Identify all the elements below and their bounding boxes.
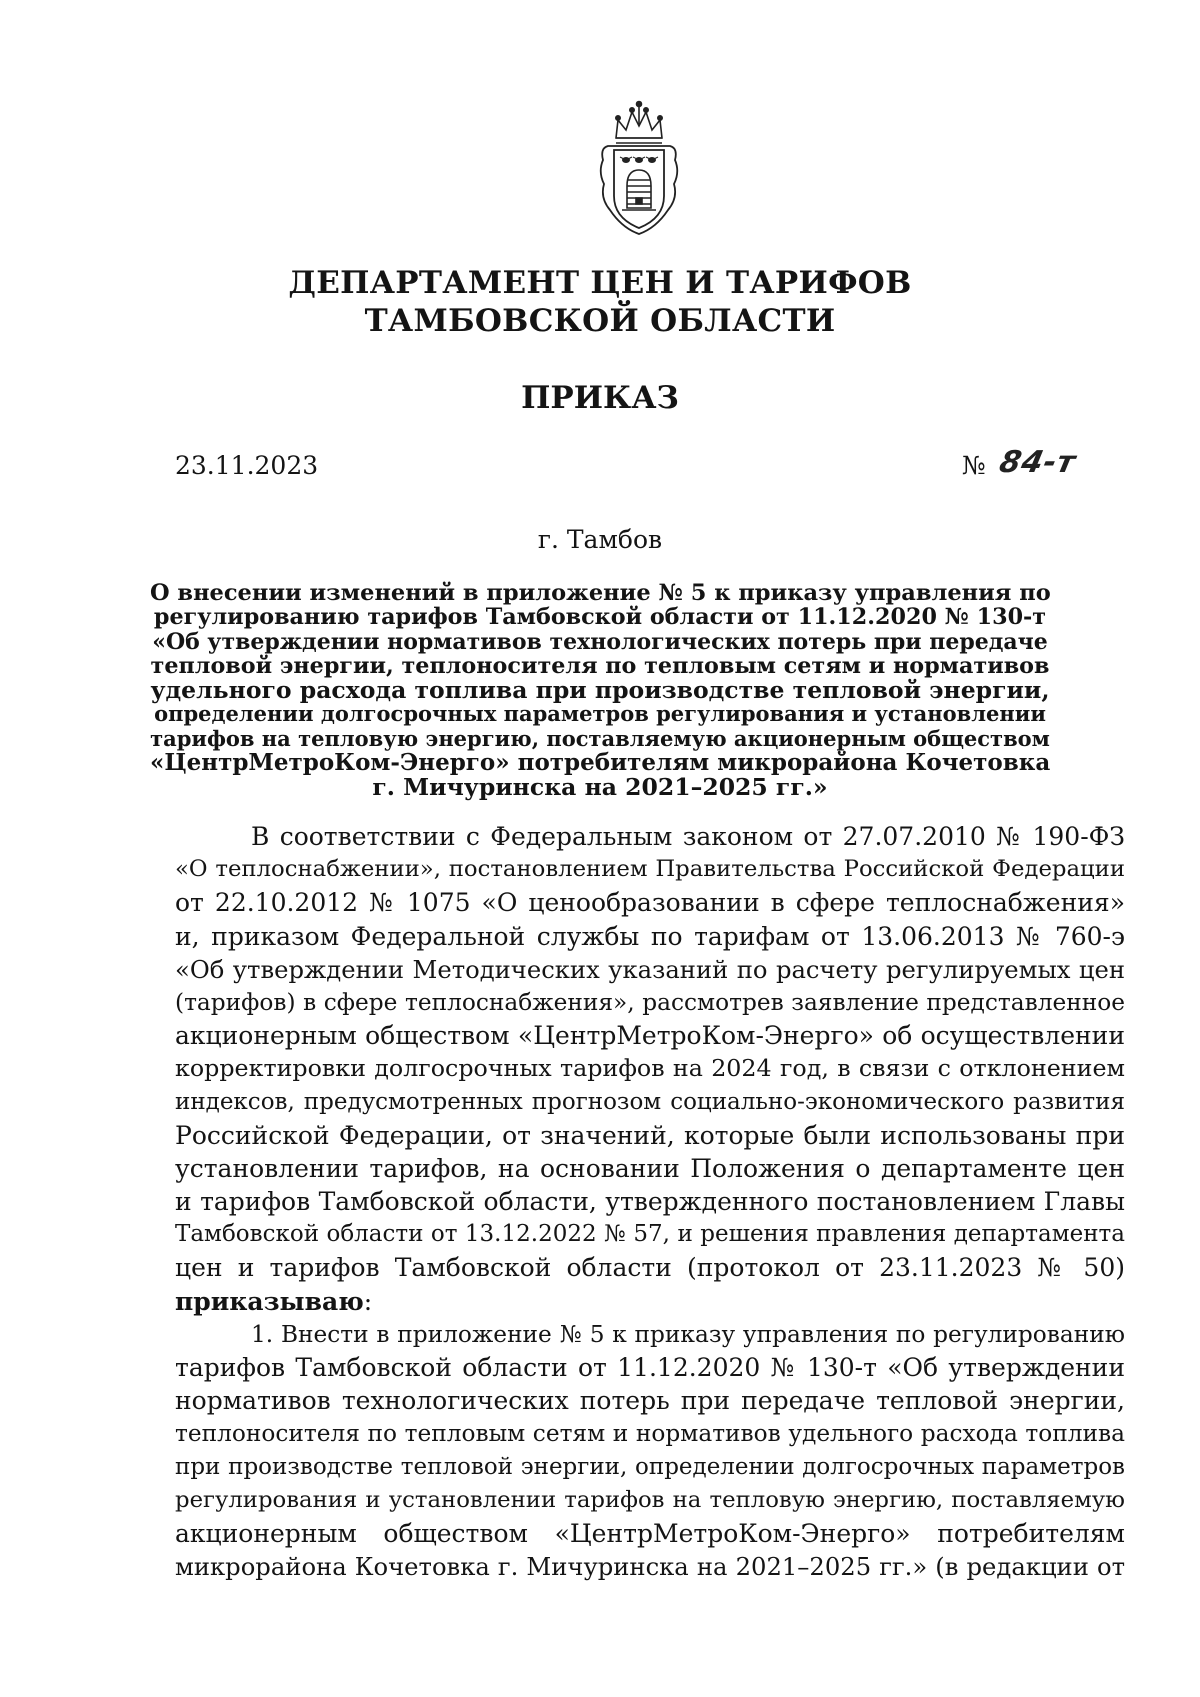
department-name-line2: ТАМБОВСКОЙ ОБЛАСТИ (364, 303, 836, 339)
order-title-line: г. Мичуринска на 2021–2025 гг.» (372, 773, 828, 802)
body-line: «Об утверждении Методических указаний по расчету регулируемых цен (175, 954, 1125, 984)
order-title-line: тепловой энергии, теплоносителя по тепловым сетям и нормативов (150, 652, 1050, 679)
order-number (962, 445, 1079, 480)
order-verb: приказываю (175, 1286, 364, 1316)
department-name-line1: ДЕПАРТАМЕНТ ЦЕН И ТАРИФОВ (288, 265, 912, 301)
city-name: г. Тамбов (537, 525, 663, 554)
item1-line: при производстве тепловой энергии, определении долгосрочных параметров (175, 1453, 1125, 1480)
body-line: В соответствии с Федеральным законом от 27.07.2010 № 190-ФЗ (251, 822, 1125, 851)
body-line: от 22.10.2012 № 1075 «О ценообразовании в сфере теплоснабжения» (175, 888, 1125, 918)
item1-line: нормативов технологических потерь при передаче тепловой энергии, (175, 1386, 1125, 1416)
item1-line: 1. Внести в приложение № 5 к приказу управления по регулированию (251, 1320, 1125, 1348)
order-verb-line (175, 1285, 1125, 1318)
item1-line: теплоносителя по тепловым сетям и нормативов удельного расхода топлива (175, 1420, 1125, 1448)
body-line: Тамбовской области от 13.12.2022 № 57, и решения правления департамента (175, 1221, 1125, 1248)
order-title-line: «Об утверждении нормативов технологических потерь при передаче (152, 628, 1048, 655)
order-title-line: регулированию тарифов Тамбовской области от 11.12.2020 № 130-т (153, 604, 1047, 631)
body-line: и, приказом Федеральной службы по тарифам от 13.06.2013 № 760-э (175, 921, 1125, 951)
order-verb-colon: : (363, 1286, 373, 1316)
order-title-line: удельного расхода топлива при производстве тепловой энергии, (150, 676, 1050, 705)
order-title-line: О внесении изменений в приложение № 5 к приказу управления по (150, 580, 1051, 606)
body-line: акционерным обществом «ЦентрМетроКом-Энерго» об осуществлении (175, 1021, 1125, 1051)
item1-line: акционерным обществом «ЦентрМетроКом-Энерго» потребителям (175, 1518, 1125, 1548)
order-title-line: «ЦентрМетроКом-Энерго» потребителям микрорайона Кочетовка (150, 749, 1051, 777)
body-line: установлении тарифов, на основании Положения о департаменте цен (175, 1153, 1125, 1183)
order-title-line: определении долгосрочных параметров регулирования и установлении (154, 701, 1046, 727)
tambov-coat-of-arms-icon (594, 100, 684, 240)
item1-line: тарифов Тамбовской области от 11.12.2020 № 130-т «Об утверждении (175, 1353, 1125, 1382)
body-line: цен и тарифов Тамбовской области (протокол от 23.11.2023 № 50) (175, 1253, 1125, 1283)
item1-line: регулирования и установлении тарифов на тепловую энергию, поставляемую (175, 1486, 1125, 1513)
number-sign: № (962, 451, 986, 480)
order-title (150, 581, 1050, 800)
handwritten-order-number: 84-т (995, 445, 1079, 480)
order-title-line: тарифов на тепловую энергию, поставляемую акционерным обществом (150, 725, 1050, 751)
document-type-title: ПРИКАЗ (521, 380, 679, 416)
order-date: 23.11.2023 (175, 451, 319, 480)
body-line: «О теплоснабжении», постановлением Правительства Российской Федерации (175, 856, 1125, 883)
body-line: индексов, предусмотренных прогнозом социально-экономического развития (175, 1088, 1125, 1115)
body-line: корректировки долгосрочных тарифов на 2024 год, в связи с отклонением (175, 1054, 1125, 1083)
item1-line: микрорайона Кочетовка г. Мичуринска на 2021–2025 гг.» (в редакции от (175, 1552, 1125, 1582)
order-body (175, 820, 1125, 1583)
body-line: и тарифов Тамбовской области, утвержденного постановлением Главы (175, 1187, 1125, 1217)
body-line: Российской Федерации, от значений, которые были использованы при (175, 1120, 1125, 1150)
body-line: (тарифов) в сфере теплоснабжения», рассмотрев заявление представленное (175, 988, 1125, 1016)
